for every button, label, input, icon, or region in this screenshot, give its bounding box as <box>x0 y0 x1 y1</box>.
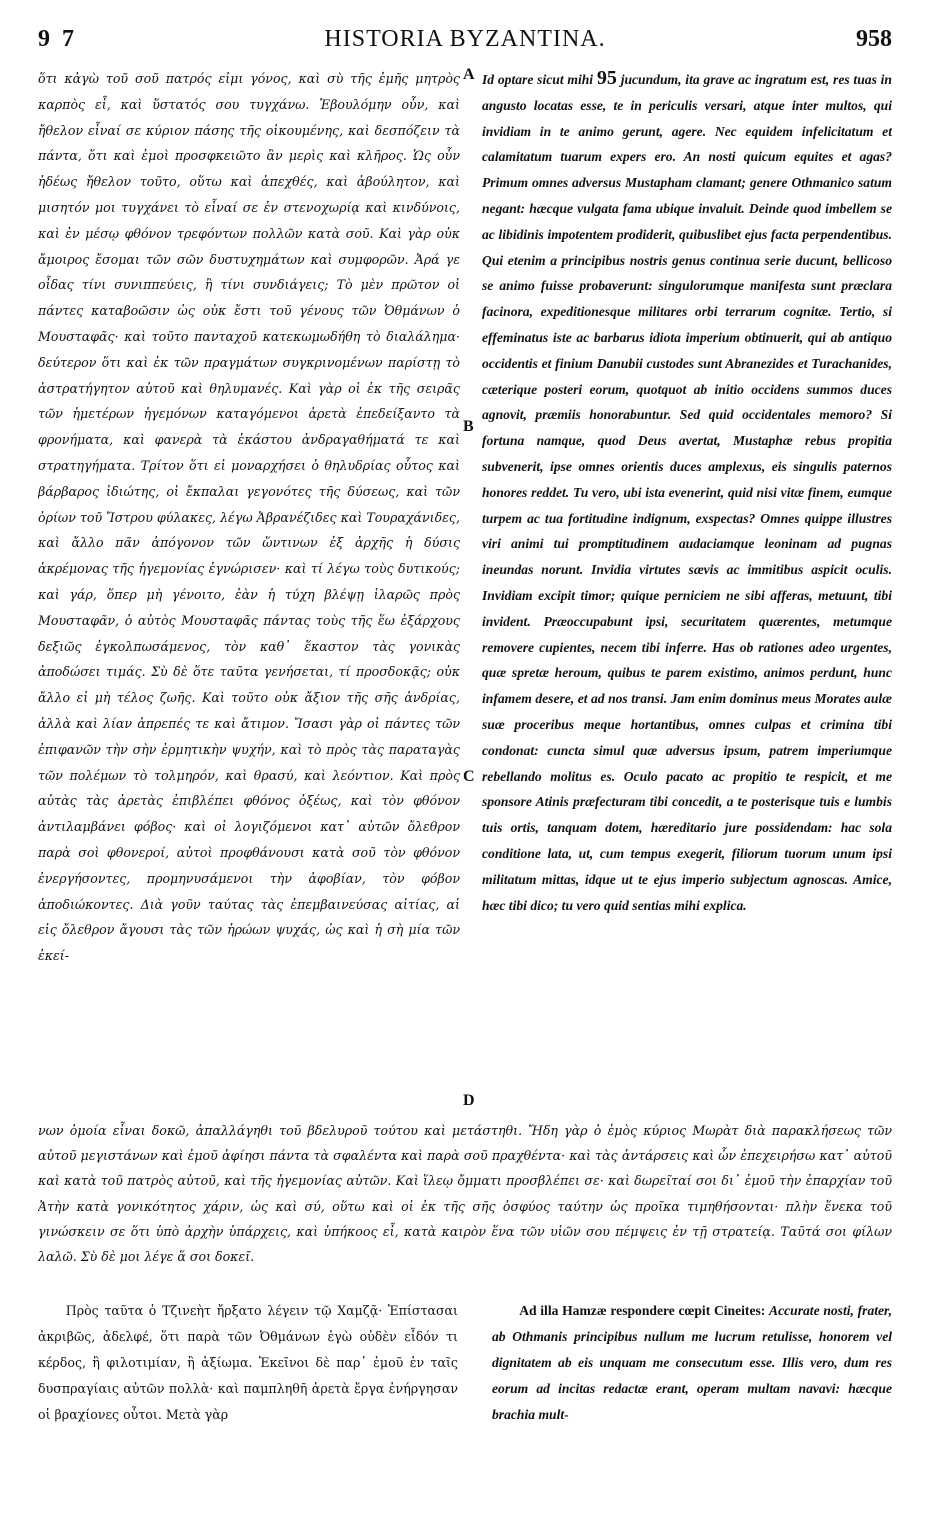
latin-column-bottom <box>492 1298 892 1428</box>
latin-paragraph-bottom <box>492 1298 892 1428</box>
greek-text-full: νων ὁμοία εἶναι δοκῶ, ἀπαλλάγηθι τοῦ βδελυροῦ τούτου καὶ μετάστηθι. Ἤδη γὰρ ὁ ἐμὸς κύριος Μωρὰτ διὰ παρακλήσεως τῶν αὐτοῦ μεγιστάνων καὶ ἐμοῦ ἀφίησι πάντα τὰ σφαλέντα καὶ παρὰ σοῦ πραχθέντα· καὶ τὰς ἀντάρσεις καὶ ὧν ἐπεχειρήσω κατ᾽ αὐτοῦ καὶ κατὰ τοῦ πατρὸς αὐτοῦ, καὶ τῆς ἡγεμονίας αὐτῶν. Καὶ ἵλεῳ ὄμματι προσβλέπει σε· καὶ δωρεῖταί σοι δι᾽ ἐμοῦ τὴν ἐπαρχίαν τοῦ Ἀτὴν κατὰ γονικότητος χάριν, ὡς καὶ σύ, οὕτω καὶ οἱ ἐκ τῆς σῆς ὀσφύος ταύτην ὡς προῖκα τιμηθήσονται· πλὴν ἕνεκα τοῦ γινώσκειν σε ὅτι ὑπὸ ἀρχὴν ὑπάρχεις, καὶ ὑπήκοος εἶ, κατὰ καιρὸν ἕνα τῶν υἱῶν σου πέμψεις ἐν τῇ στρατείᾳ. Ταῦτά σοι φίλων λαλῶ. Σὺ δὲ μοι λέγε ἅ σοι δοκεῖ. <box>38 1123 892 1265</box>
latin-column-top <box>482 66 892 918</box>
inline-page-number: 95 <box>596 67 617 89</box>
page-number-right: 958 <box>856 26 892 52</box>
greek-text-bottom: Πρὸς ταῦτα ὁ Τζινεὴτ ἤρξατο λέγειν τῷ Χαμζᾷ· Ἐπίστασαι ἀκριβῶς, ἀδελφέ, ὅτι παρὰ τῶν Ὀθμάνων ἐγὼ οὐδὲν εἶδόν τι κέρδος, ἢ φιλοτιμίαν, ἢ ἀξίωμα. Ἐκεῖνοι δὲ παρ᾽ ἐμοῦ ἐν ταῖς δυσπραγίαις αὐτῶν πολλὰ· καὶ παμπληθῆ ἀρετὰ ἔργα ἐνήργησαν οἱ βραχίονες οὗτοι. Μετὰ γὰρ <box>38 1303 458 1422</box>
greek-fullwidth-block <box>38 1118 892 1269</box>
latin-bottom-body: Accurate nosti, frater, ab Othmanis principibus nullum me lucrum retulisse, honorem vel dignitatem ab eis unquam me consecutum esse. Illis vero, dum res eorum ad incitas redactæ erant, operam multam navavi: hæcque brachia mult- <box>492 1303 892 1422</box>
latin-text-top-start: Id optare sicut mihi <box>482 72 594 87</box>
latin-text-top <box>482 66 892 918</box>
section-marker-a: A <box>463 66 475 83</box>
latin-bottom-lead: Ad illa Hamzæ respondere cœpit Cineites: <box>519 1303 766 1318</box>
page-number-left: 9 7 <box>38 26 77 52</box>
greek-text-top: ὅτι κἀγὼ τοῦ σοῦ πατρός εἰμι γόνος, καὶ σὺ τῆς ἐμῆς μητρὸς καρπὸς εἶ, καὶ ὕστατός σου τυγχάνω. Ἐβουλόμην οὖν, καὶ ἤθελον εἶναί σε κύριον πάσης τῆς οἰκουμένης, καὶ δεσπόζειν τὰ πάντα, ὅτι καὶ ἐμοὶ προσφκειῶτο ἂν μερὶς καὶ κλῆρος. Ὡς οὖν ἡδέως ἤθελον τοῦτο, οὕτω καὶ ἀπεχθές, καὶ ἀβούλητον, καὶ μισητόν μοι τυγχάνει τὸ εἶναί σε ἐν στενοχωρίᾳ καὶ κινδύνοις, καὶ ἐν μέσῳ φθόνον τρεφόντων πολλῶν κατὰ σοῦ. Καὶ γὰρ οὐκ ἄμοιρος ἔσομαι τῶν σῶν δυστυχημάτων καὶ συμφορῶν. Ἀρά γε οἶδας τίνι συνιππεύεις, ἢ τίνι συνδιάγεις; Τὸ μὲν πρῶτον οἱ πάντες καταβοῶσιν ὡς οὐκ ἔστι τοῦ γένους τῶν Ὀθμάνων ὁ Μουσταφᾶς· καὶ τοῦτο πανταχοῦ κατεκωμωδήθη τὸ διαλάλημα· δεύτερον ὅτι καὶ ἐκ τῶν πραγμάτων συγκρινομένων παρίστῃ τὸ ἀστρατήγητον αὐτοῦ καὶ θηλυμανές. Καὶ γὰρ οἱ ἐκ τῆς σειρᾶς τῶν ἡμετέρων ἡγεμόνων καταγόμενοι ἀρετὰ ἐπεδείξαντο τὰ φρονήματα, καὶ φανερὰ τὰ ἑκάστου ἀνδραγαθήματά τε καὶ στρατηγήματα. Τρίτον ὅτι εἰ μοναρχήσει ὁ θηλυδρίας οὗτος καὶ βάρβαρος ἰδιώτης, οἱ ἔκπαλαι γεγονότες τῆς δύσεως, καὶ τῶν ὁρίων τοῦ Ἴστρου φύλακες, λέγω Ἀβρανέζιδες καὶ Τουραχάνιδες, καὶ ἄλλο πᾶν ἀπόγονον τῶν ὥντινων ἐξ ἀρχῆς ἡ δύσις ἀκρέμονας τῆς ἡγεμονίας ἐγνώρισεν· καὶ τί λέγω τοὺς δυτικούς; καὶ γάρ, ὅπερ μὴ γένοιτο, ἐὰν ἡ τύχη βλέψῃ ἱλαρῶς πρὸς Μουσταφᾶν, ὁ αὐτὸς Μουσταφᾶς πάντας τοὺς τῆς ἕω ἐξάρχους δεξιῶς ἐγκολπωσάμενος, τὸν καθ᾽ ἕκαστον τὰς γονικὰς ἀποδώσει τιμάς. Σὺ δὲ ὅτε ταῦτα γενήσεται, τί προσδοκᾷς; οὐκ ἄλλο εἰ μὴ τέλος ζωῆς. Καὶ τοῦτο οὐκ ἄξιον τῆς σῆς ἀνδρίας, ἀλλὰ καὶ λίαν ἀπρεπές τε καὶ ἄτιμον. Ἴσασι γὰρ οἱ πάντες τῶν ἐπιφανῶν τὴν σὴν ἐρμητικὴν ψυχήν, καὶ τὸ πρὸς τὰς παραταγὰς τῶν πολέμων τὸ τολμηρόν, καὶ θρασύ, καὶ λεόντιον. Καὶ πρὸς αὐτὰς τὰς ἀρετὰς ἐπιβλέπει φθόνος ὀξέως, καὶ τὸν φθόνον ἀντιλαμβάνει φόβος· καὶ οἱ λογιζόμενοι κατ᾽ αὐτῶν ὄλεθρον παρὰ σοὶ φθονεροί, αὐτοὶ προφθάνουσι κατὰ σοῦ τὸν φθόνον ἐνεργήσοντες, προμηνυσάμενοι τὴν ἀφοβίαν, τὸν φόβον ἀποδιώκοντες. Διὰ γοῦν ταύτας τὰς ἐπεμβαινεύσας αἰτίας, αἱ εἰς ὄλεθρον ἄγουσι τὰς τῶν ἡρώων ψυχάς, ὡς καὶ ἡ σὴ μία τῶν ἐκεί- <box>38 71 460 964</box>
running-title: HISTORIA BYZANTINA. <box>324 26 606 52</box>
page-header <box>38 26 892 60</box>
greek-column-bottom <box>38 1298 458 1428</box>
latin-text-top-rest: jucundum, ita grave ac ingratum est, res tuas in angusto locatas esse, te in periculis versari, atque inter multos, qui invidiam in te animo gerunt, agere. Nec equidem infelicitatum et calamitatum tuarum expers ero. An nosti quicum equites et agas? Primum omnes adversus Mustapham clamant; genere Othmanico satum negant: hæcque vulgata fama ubique invaluit. Deinde quod imbellem se ac libidinis impotentem prodiderit, quibuslibet ejus facta perpendentibus. Qui etenim a principibus nostris genus continua serie ducunt, bellicoso se animo fuisse probaverunt: singulorumque manifesta sunt præclara facinora, expeditionesque militares orbi terrarum cognitæ. Tertio, si effeminatus iste ac barbarus idiota imperium obtinuerit, qui ab antiquo occidentis et finium Danubii custodes sunt Abranezides et Turachanides, cæterique posteri eorum, quotquot ab initio occidens summos duces agnovit, præmiis honorabuntur. Sed quid occidentales memoro? Si fortuna namque, quod Deus avertat, Mustaphæ rebus propitia subvenerit, ipse omnes orientis duces amplexus, eis singulis paternos honores reddet. Tu vero, ubi ista evenerint, quid nisi vitæ finem, eumque turpem ac tua fortitudine indignum, exspectas? Omnes quippe illustres viri animi tui promptitudinem audaciamque leoninam ad pugnas ineundas norunt. Invidia virtutes sævis ac immitibus aspicit oculis. Invidiam excipit timor; quique perniciem ne sibi afferas, metuunt, tibi invident. Præoccupabunt ipsi, securitatem quærentes, metumque removere cupientes, necem tibi inferre. Has ob rationes adeo urgentes, quæ spretæ heroum, quibus te parem existimo, animos perdunt, hunc infamem desere, et ad nos transi. Jam enim dominus meus Morates aulæ suæ proceribus meque hortantibus, omnes culpas et crimina tibi condonat: cuncta simul quæ adversus ipsum, patrem imperiumque rebellando molitus es. Oculo pacato ac propitio te respicit, et me sponsore Atinis præfecturam tibi concedit, a te posterisque tuis e lumbis tuis ortis, tanquam dotem, hæreditario jure possidendam: hac sola conditione lata, ut, cum tempus exegerit, filiorum tuorum unum ipsi militatum mittas, idque ut te ejus imperio subjectum agnoscas. Amice, hæc tibi dico; tu vero quid sentias mihi explica. <box>482 72 892 913</box>
greek-column-top <box>38 66 460 969</box>
section-marker-d: D <box>463 1092 475 1109</box>
section-marker-b: B <box>463 418 474 435</box>
section-marker-c: C <box>463 768 475 785</box>
